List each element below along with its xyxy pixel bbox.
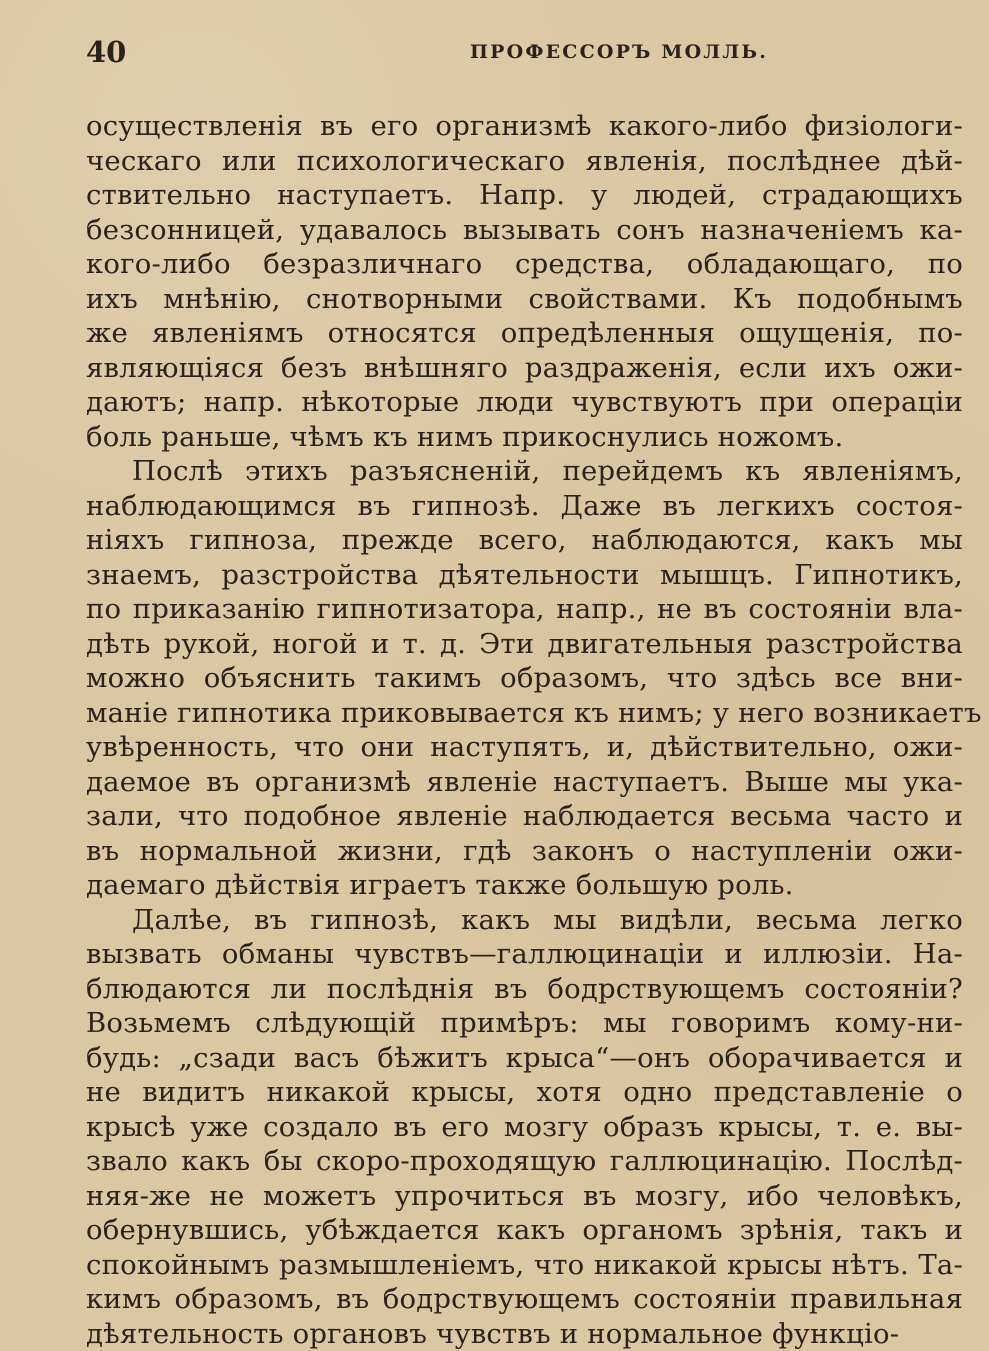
text-line: кимъ образомъ, въ бодрствующемъ состояніи правильная	[86, 1282, 963, 1317]
text-line: дѣть рукой, ногой и т. д. Эти двигательныя разстройства	[86, 627, 963, 662]
text-line: можно объяснить такимъ образомъ, что здѣсь все вни-	[86, 661, 963, 696]
paragraph-3	[86, 903, 963, 1351]
text-line: блюдаются ли послѣднія въ бодрствующемъ состояніи?	[86, 972, 963, 1007]
text-line: безсонницей, удавалось вызывать сонъ назначеніемъ ка-	[86, 213, 963, 248]
page-header	[86, 35, 963, 77]
text-line: наблюдающимся въ гипнозѣ. Даже въ легкихъ состоя-	[86, 489, 963, 524]
text-line: по приказанію гипнотизатора, напр., не въ состояніи вла-	[86, 592, 963, 627]
running-head: ПРОФЕССОРЪ МОЛЛЬ.	[470, 39, 768, 65]
text-line: увѣренность, что они наступятъ, и, дѣйствительно, ожи-	[86, 730, 963, 765]
text-line: знаемъ, разстройства дѣятельности мышцъ. Гипнотикъ,	[86, 558, 963, 593]
text-line: осуществленія въ его организмѣ какого-либо физіологи-	[86, 109, 963, 144]
text-line: Далѣе, въ гипнозѣ, какъ мы видѣли, весьма легко	[86, 903, 963, 938]
text-line: няя-же не можетъ упрочиться въ мозгу, ибо человѣкъ,	[86, 1179, 963, 1214]
text-line: же явленіямъ относятся опредѣленныя ощущенія, по-	[86, 316, 963, 351]
text-line: дѣятельность органовъ чувствъ и нормальное функціо-	[86, 1317, 963, 1351]
body-text	[86, 109, 963, 1351]
text-line: ческаго или психологическаго явленія, послѣднее дѣй-	[86, 144, 963, 179]
text-line: кого-либо безразличнаго средства, обладающаго, по	[86, 247, 963, 282]
text-line: Возьмемъ слѣдующій примѣръ: мы говоримъ кому-ни-	[86, 1006, 963, 1041]
text-line: даютъ; напр. нѣкоторые люди чувствуютъ при операціи	[86, 385, 963, 420]
text-line: Послѣ этихъ разъясненій, перейдемъ къ явленіямъ,	[86, 454, 963, 489]
text-line: не видитъ никакой крысы, хотя одно представленіе о	[86, 1075, 963, 1110]
text-line: спокойнымъ размышленіемъ, что никакой крысы нѣтъ. Та-	[86, 1248, 963, 1283]
paragraph-1	[86, 109, 963, 454]
paragraph-2	[86, 454, 963, 903]
text-line: даемое въ организмѣ явленіе наступаетъ. Выше мы ука-	[86, 765, 963, 800]
text-line: обернувшись, убѣждается какъ органомъ зрѣнія, такъ и	[86, 1213, 963, 1248]
text-line: звало какъ бы скоро-проходящую галлюцинацію. Послѣд-	[86, 1144, 963, 1179]
text-line: вызвать обманы чувствъ—галлюцинаціи и иллюзіи. На-	[86, 937, 963, 972]
text-line: боль раньше, чѣмъ къ нимъ прикоснулись ножомъ.	[86, 420, 963, 455]
text-line: будь: „сзади васъ бѣжитъ крыса“—онъ оборачивается и	[86, 1041, 963, 1076]
text-line: въ нормальной жизни, гдѣ законъ о наступленіи ожи-	[86, 834, 963, 869]
text-line: крысѣ уже создало въ его мозгу образъ крысы, т. е. вы-	[86, 1110, 963, 1145]
text-line: зали, что подобное явленіе наблюдается весьма часто и	[86, 799, 963, 834]
text-line: даемаго дѣйствія играетъ также большую роль.	[86, 868, 963, 903]
text-line: ихъ мнѣнію, снотворными свойствами. Къ подобнымъ	[86, 282, 963, 317]
text-line: ніяхъ гипноза, прежде всего, наблюдаются, какъ мы	[86, 523, 963, 558]
text-line: маніе гипнотика приковывается къ нимъ; у него возникаетъ	[86, 696, 963, 731]
text-line: ствительно наступаетъ. Напр. у людей, страдающихъ	[86, 178, 963, 213]
page-number: 40	[86, 35, 126, 69]
text-line: являющіяся безъ внѣшняго раздраженія, если ихъ ожи-	[86, 351, 963, 386]
